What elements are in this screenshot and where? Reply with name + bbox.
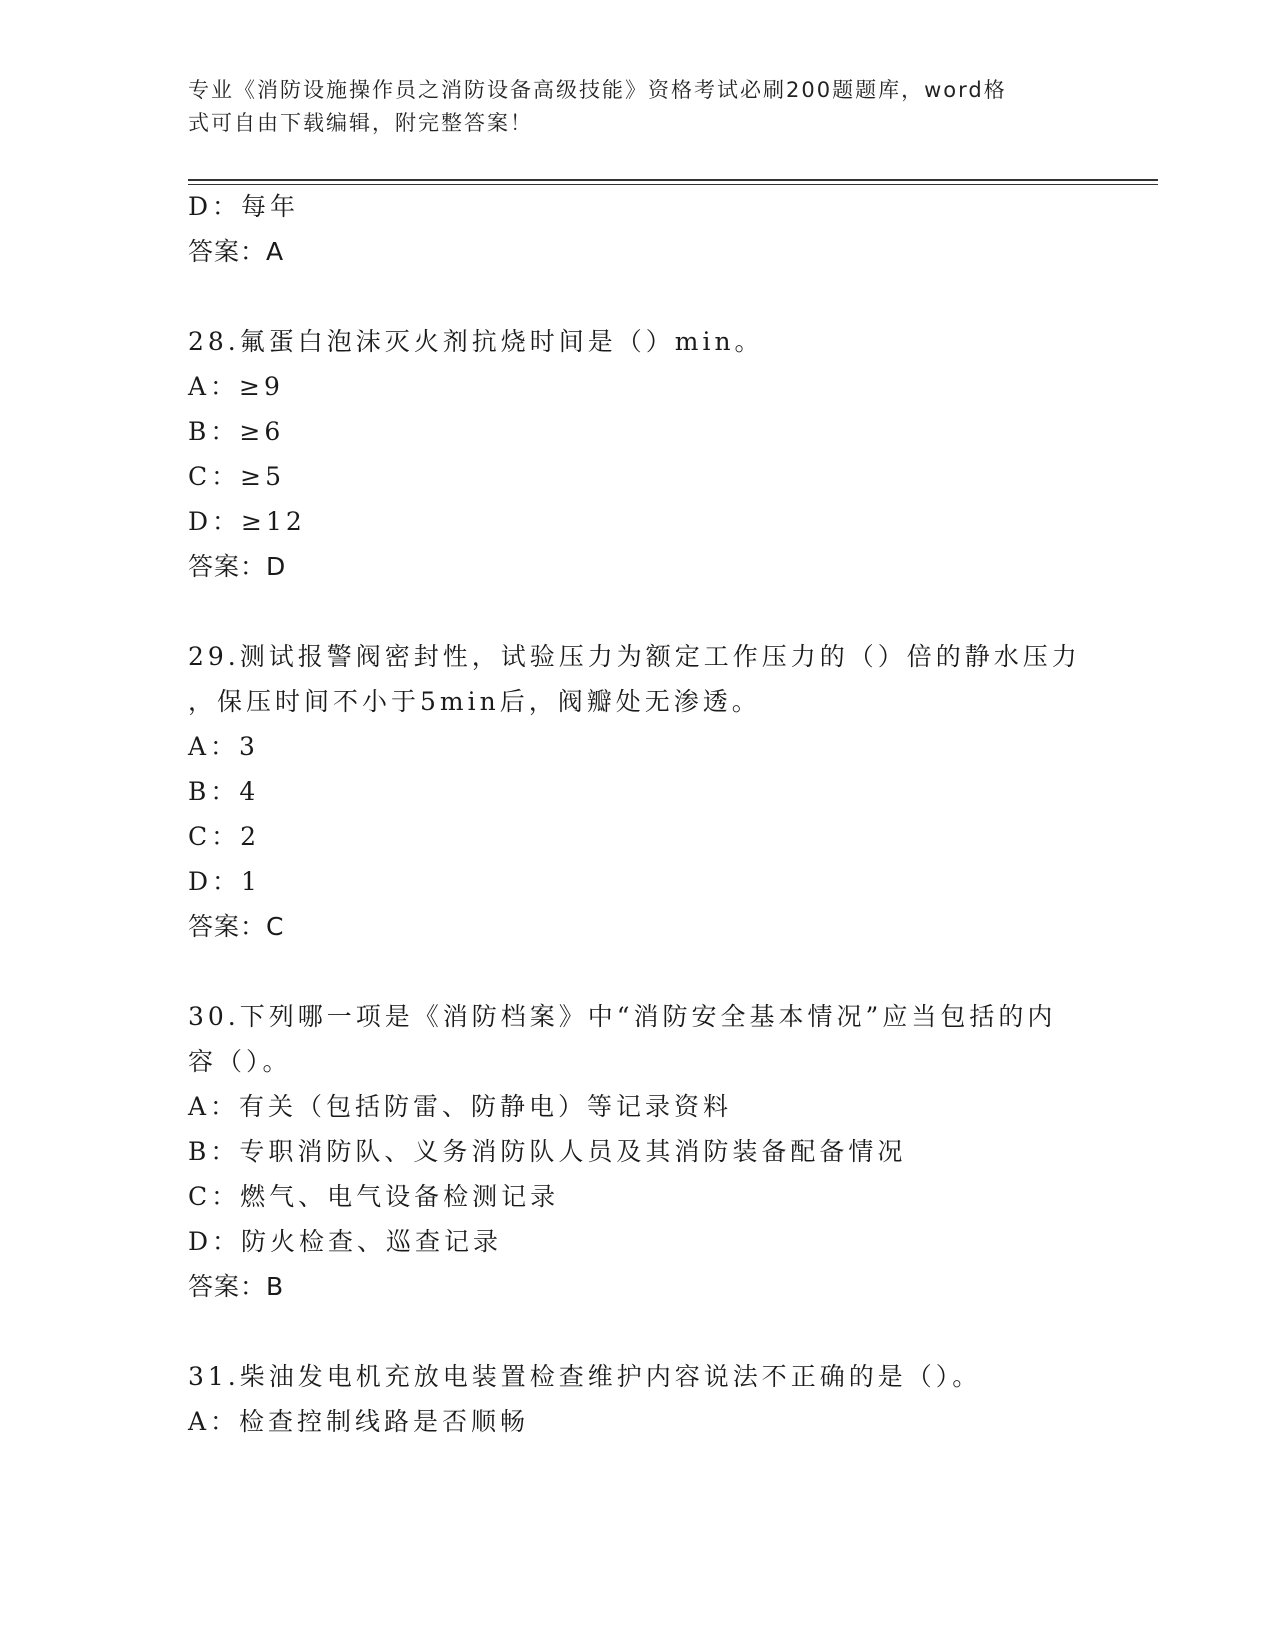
- option-line: D：防火检查、巡查记录: [188, 1227, 503, 1256]
- header-divider-thick: [188, 179, 1158, 181]
- option-line: C：2: [188, 822, 261, 851]
- document-header: [188, 74, 1088, 140]
- question-28: 28.氟蛋白泡沫灭火剂抗烧时间是（）min。: [188, 327, 764, 356]
- question-29-continued: ，保压时间不小于5min后，阀瓣处无渗透。: [188, 687, 761, 716]
- question-31: 31.柴油发电机充放电装置检查维护内容说法不正确的是（）。: [188, 1362, 982, 1391]
- option-line: A：检查控制线路是否顺畅: [188, 1407, 530, 1436]
- option-line: B：专职消防队、义务消防队人员及其消防装备配备情况: [188, 1137, 907, 1166]
- option-line: D：≥12: [188, 507, 306, 536]
- question-29: 29.测试报警阀密封性，试验压力为额定工作压力的（）倍的静水压力: [188, 642, 1081, 671]
- answer-line: 答案：B: [188, 1272, 285, 1301]
- option-line: B：4: [188, 777, 260, 806]
- option-line: A：≥9: [188, 372, 284, 401]
- header-line-2: 式可自由下载编辑，附完整答案！: [188, 111, 533, 135]
- header-divider-thin: [188, 184, 1158, 185]
- answer-line: 答案：A: [188, 237, 285, 266]
- answer-line: 答案：D: [188, 552, 287, 581]
- option-line: A：有关（包括防雷、防静电）等记录资料: [188, 1092, 733, 1121]
- answer-line: 答案：C: [188, 912, 285, 941]
- question-30-continued: 容（）。: [188, 1047, 292, 1076]
- header-line-1: 专业《消防设施操作员之消防设备高级技能》资格考试必刷200题题库，word格: [188, 78, 1007, 102]
- question-30: 30.下列哪一项是《消防档案》中“消防安全基本情况”应当包括的内: [188, 1002, 1057, 1031]
- option-line: C：燃气、电气设备检测记录: [188, 1182, 560, 1211]
- option-line: D：1: [188, 867, 261, 896]
- option-line: A：3: [188, 732, 259, 761]
- option-line: C：≥5: [188, 462, 285, 491]
- option-line: D：每年: [188, 192, 300, 221]
- option-line: B：≥6: [188, 417, 285, 446]
